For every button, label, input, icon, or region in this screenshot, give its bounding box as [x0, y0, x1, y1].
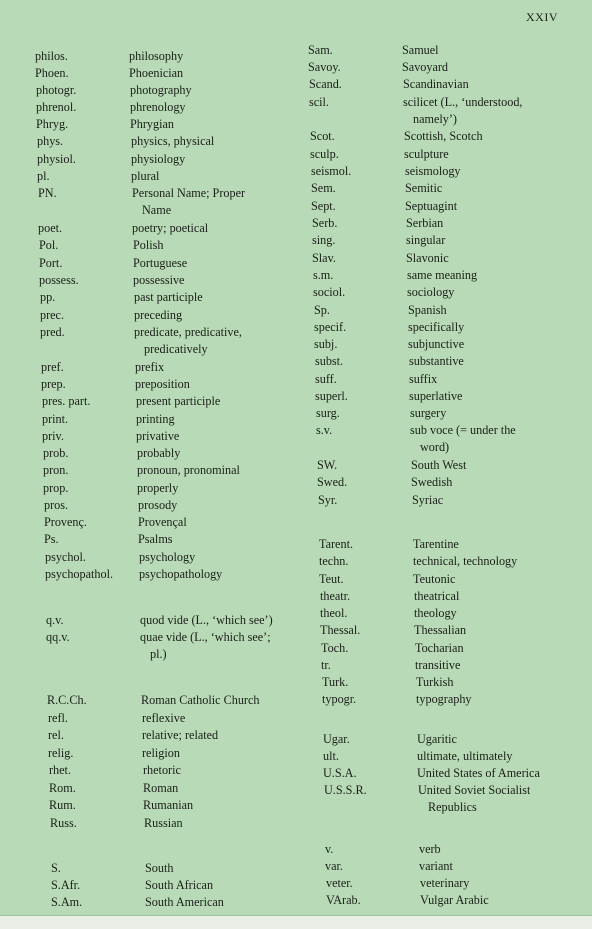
abbreviation: S.Afr.	[51, 878, 81, 892]
abbreviation: SW.	[317, 458, 338, 472]
abbreviation: VArab.	[326, 893, 361, 907]
abbreviation-meaning	[132, 185, 245, 218]
abbreviation: rhet.	[49, 763, 71, 777]
meaning-line: possessive	[133, 273, 185, 287]
abbreviation: psychol.	[45, 550, 86, 564]
meaning-line: Tarentine	[413, 537, 459, 551]
abbreviation-meaning	[406, 232, 445, 249]
abbreviation: prec.	[40, 308, 65, 322]
abbreviation-meaning	[136, 411, 175, 428]
abbreviation-meaning	[134, 289, 203, 306]
meaning-line: variant	[419, 859, 453, 873]
meaning-line: rhetoric	[143, 763, 181, 777]
meaning-line: Polish	[133, 238, 164, 252]
meaning-line: Portuguese	[133, 256, 188, 270]
abbreviation: Serb.	[312, 216, 338, 230]
abbreviation: sociol.	[313, 285, 346, 299]
abbreviation-meaning	[405, 163, 461, 180]
meaning-line: Tocharian	[415, 641, 464, 655]
abbreviation-meaning	[130, 82, 192, 99]
meaning-line: Rumanian	[143, 798, 194, 812]
abbreviation: pp.	[40, 290, 56, 304]
meaning-continuation: Republics	[428, 799, 477, 814]
abbreviation-meaning	[409, 371, 437, 388]
abbreviation-meaning	[142, 745, 180, 762]
abbreviation: Thessal.	[320, 623, 361, 637]
abbreviation: typogr.	[322, 692, 357, 706]
abbreviation-meaning	[134, 324, 242, 357]
abbreviation: pl.	[37, 169, 50, 183]
abbreviation-meaning	[143, 797, 193, 814]
meaning-line: Phoenician	[129, 66, 184, 80]
meaning-line: Semitic	[405, 181, 443, 195]
abbreviation-meaning	[138, 497, 177, 514]
meaning-line: philosophy	[129, 49, 184, 63]
abbreviation: Sp.	[314, 303, 330, 317]
meaning-line: Septuagint	[405, 199, 458, 213]
meaning-line: Thessalian	[414, 623, 467, 637]
abbreviation: Teut.	[319, 572, 344, 586]
abbreviation-meaning	[403, 94, 522, 127]
abbreviation: specif.	[314, 320, 347, 334]
meaning-line: Swedish	[411, 475, 453, 489]
abbreviation-meaning	[134, 307, 182, 324]
abbreviation: Sept.	[311, 199, 336, 213]
abbreviation-meaning	[145, 894, 224, 911]
abbreviation: v.	[325, 842, 334, 856]
meaning-line: South African	[145, 878, 214, 892]
meaning-line: Syriac	[412, 493, 444, 507]
abbreviation-meaning	[406, 250, 449, 267]
abbreviation: Ugar.	[323, 732, 350, 746]
abbreviation-meaning	[413, 536, 459, 553]
meaning-line: sociology	[407, 285, 455, 299]
meaning-line: Slavonic	[406, 251, 449, 265]
meaning-line: properly	[137, 481, 179, 495]
abbreviation: subj.	[314, 337, 338, 351]
abbreviation-meaning	[419, 858, 453, 875]
meaning-line: South American	[145, 895, 224, 909]
abbreviation: pron.	[43, 463, 69, 477]
meaning-line: physiology	[131, 152, 186, 166]
meaning-line: quae vide (L., ‘which see’;	[140, 630, 271, 644]
abbreviation: superl.	[315, 389, 348, 403]
abbreviation-meaning	[145, 860, 173, 877]
abbreviation-meaning	[408, 319, 464, 336]
abbreviation-meaning	[409, 388, 462, 405]
abbreviation: prob.	[43, 446, 69, 460]
meaning-line: specifically	[408, 320, 465, 334]
abbreviation-meaning	[129, 65, 183, 82]
abbreviation-meaning	[133, 237, 163, 254]
meaning-line: Scandinavian	[403, 77, 469, 91]
meaning-line: United Soviet Socialist	[418, 783, 531, 797]
meaning-line: prosody	[138, 498, 178, 512]
abbreviation-meaning	[136, 393, 220, 410]
abbreviation-meaning	[131, 151, 185, 168]
abbreviation: R.C.Ch.	[47, 693, 87, 707]
abbreviation: veter.	[326, 876, 353, 890]
abbreviation-meaning	[417, 748, 512, 765]
abbreviation: sculp.	[310, 147, 339, 161]
abbreviation-meaning	[405, 180, 442, 197]
abbreviation: s.m.	[313, 268, 334, 282]
meaning-line: predicate, predicative,	[134, 325, 242, 339]
abbreviation: Toch.	[321, 641, 349, 655]
abbreviation-meaning	[416, 674, 454, 691]
meaning-line: photography	[130, 83, 192, 97]
abbreviation-meaning	[404, 146, 449, 163]
abbreviation: relig.	[48, 746, 74, 760]
page-number: XXIV	[526, 10, 558, 24]
meaning-continuation: predicatively	[144, 341, 208, 356]
abbreviation-meaning	[417, 731, 457, 748]
abbreviation-meaning	[130, 99, 186, 116]
meaning-line: Roman Catholic Church	[141, 693, 260, 707]
meaning-line: printing	[136, 412, 175, 426]
abbreviation-meaning	[141, 692, 259, 709]
abbreviation: prop.	[43, 481, 69, 495]
meaning-line: South West	[411, 458, 467, 472]
meaning-line: Savoyard	[402, 60, 449, 74]
abbreviation: Turk.	[322, 675, 349, 689]
abbreviation-meaning	[402, 42, 439, 59]
abbreviation: rel.	[48, 728, 64, 742]
meaning-line: religion	[142, 746, 180, 760]
meaning-line: plural	[131, 169, 160, 183]
abbreviation: Pol.	[39, 238, 59, 252]
abbreviation-meaning	[137, 462, 240, 479]
meaning-line: Roman	[143, 781, 179, 795]
meaning-line: sculpture	[404, 147, 449, 161]
abbreviation-meaning	[419, 841, 441, 858]
abbreviation: S.	[51, 861, 61, 875]
abbreviation: U.S.A.	[323, 766, 357, 780]
abbreviation: physiol.	[37, 152, 76, 166]
abbreviation-meaning	[136, 428, 179, 445]
meaning-continuation: namely’)	[413, 111, 457, 126]
meaning-line: Vulgar Arabic	[420, 893, 489, 907]
abbreviation-meaning	[130, 116, 174, 133]
abbreviation-meaning	[415, 640, 464, 657]
abbreviation-meaning	[410, 422, 516, 455]
meaning-line: Provençal	[138, 515, 187, 529]
abbreviation: Swed.	[317, 475, 348, 489]
meaning-line: preceding	[134, 308, 183, 322]
meaning-line: Russian	[144, 816, 183, 830]
abbreviation-meaning	[131, 168, 159, 185]
abbreviation: theatr.	[320, 589, 351, 603]
abbreviation-meaning	[414, 622, 466, 639]
abbreviation-meaning	[131, 133, 214, 150]
meaning-line: Teutonic	[413, 572, 456, 586]
abbreviation: q.v.	[46, 613, 64, 627]
abbreviation-meaning	[138, 531, 173, 548]
abbreviation-meaning	[420, 875, 469, 892]
abbreviation: psychopathol.	[45, 567, 114, 581]
abbreviation: Scot.	[310, 129, 335, 143]
abbreviation: Ps.	[44, 532, 59, 546]
abbreviation: pred.	[40, 325, 65, 339]
meaning-line: Scottish, Scotch	[404, 129, 483, 143]
abbreviation-meaning	[411, 457, 466, 474]
abbreviation-meaning	[142, 727, 218, 744]
meaning-line: Psalms	[138, 532, 173, 546]
abbreviation: prep.	[41, 377, 66, 391]
abbreviation: print.	[42, 412, 69, 426]
meaning-continuation: Name	[142, 202, 172, 217]
abbreviation-meaning	[140, 612, 273, 629]
abbreviation: subst.	[315, 354, 344, 368]
abbreviation-meaning	[413, 571, 455, 588]
meaning-line: scilicet (L., ‘understood,	[403, 95, 523, 109]
abbreviation: possess.	[39, 273, 79, 287]
abbreviation: qq.v.	[46, 630, 70, 644]
abbreviation-meaning	[143, 780, 178, 797]
abbreviation-meaning	[414, 588, 459, 605]
abbreviation-meaning	[135, 359, 164, 376]
abbreviation-meaning	[402, 59, 448, 76]
meaning-line: Spanish	[408, 303, 447, 317]
abbreviation-meaning	[129, 48, 183, 65]
abbreviation-meaning	[139, 549, 195, 566]
abbreviation: phys.	[37, 134, 64, 148]
meaning-line: verb	[419, 842, 441, 856]
abbreviation: theol.	[320, 606, 348, 620]
abbreviation: refl.	[48, 711, 68, 725]
meaning-line: singular	[406, 233, 446, 247]
abbreviation: priv.	[42, 429, 64, 443]
meaning-line: South	[145, 861, 174, 875]
abbreviation-meaning	[414, 605, 457, 622]
abbreviation: Rom.	[49, 781, 76, 795]
abbreviation-meaning	[132, 220, 208, 237]
abbreviation: Port.	[39, 256, 63, 270]
abbreviation: scil.	[309, 95, 329, 109]
abbreviation-meaning	[140, 629, 271, 662]
abbreviation-meaning	[403, 76, 469, 93]
meaning-line: psychology	[139, 550, 196, 564]
meaning-line: technical, technology	[413, 554, 518, 568]
abbreviation-meaning	[407, 284, 454, 301]
meaning-line: Samuel	[402, 43, 439, 57]
abbreviation: Sam.	[308, 43, 333, 57]
meaning-line: United States of America	[417, 766, 540, 780]
abbreviation: Slav.	[312, 251, 336, 265]
abbreviation-meaning	[413, 553, 517, 570]
abbreviation-meaning	[137, 445, 180, 462]
abbreviation: tr.	[321, 658, 331, 672]
meaning-line: quod vide (L., ‘which see’)	[140, 613, 273, 627]
abbreviation: surg.	[316, 406, 340, 420]
meaning-line: privative	[136, 429, 180, 443]
bottom-bar	[0, 915, 592, 929]
meaning-line: past participle	[134, 290, 203, 304]
abbreviation-meaning	[417, 765, 540, 782]
meaning-line: Serbian	[406, 216, 444, 230]
abbreviation-meaning	[139, 566, 222, 583]
abbreviation: pref.	[41, 360, 64, 374]
abbreviation-meaning	[405, 198, 457, 215]
abbreviation-meaning	[411, 474, 452, 491]
meaning-continuation: pl.)	[150, 646, 167, 661]
abbreviation: U.S.S.R.	[324, 783, 367, 797]
abbreviation-meaning	[416, 691, 472, 708]
abbreviation: Scand.	[309, 77, 342, 91]
meaning-line: poetry; poetical	[132, 221, 209, 235]
meaning-line: probably	[137, 446, 181, 460]
meaning-line: surgery	[410, 406, 447, 420]
abbreviation-meaning	[407, 267, 477, 284]
abbreviation-meaning	[144, 815, 183, 832]
meaning-line: transitive	[415, 658, 461, 672]
meaning-line: theatrical	[414, 589, 460, 603]
meaning-line: phrenology	[130, 100, 186, 114]
abbreviation: Provenç.	[44, 515, 87, 529]
abbreviation: sing.	[312, 233, 336, 247]
abbreviation: Phryg.	[36, 117, 69, 131]
abbreviation: philos.	[35, 49, 68, 63]
abbreviation-meaning	[408, 302, 447, 319]
abbreviation-meaning	[418, 782, 530, 815]
abbreviation-meaning	[408, 336, 464, 353]
meaning-line: pronoun, pronominal	[137, 463, 240, 477]
abbreviation-meaning	[138, 514, 187, 531]
abbreviation-meaning	[133, 272, 184, 289]
meaning-line: prefix	[135, 360, 165, 374]
meaning-line: subjunctive	[408, 337, 465, 351]
abbreviation: seismol.	[311, 164, 352, 178]
abbreviation-meaning	[137, 480, 178, 497]
abbreviation-meaning	[415, 657, 460, 674]
abbreviation: pres. part.	[42, 394, 91, 408]
abbreviation-meaning	[142, 710, 185, 727]
abbreviation-meaning	[145, 877, 213, 894]
meaning-line: physics, physical	[131, 134, 215, 148]
abbreviation-meaning	[409, 353, 464, 370]
meaning-line: reflexive	[142, 711, 186, 725]
abbreviation: photogr.	[36, 83, 77, 97]
meaning-line: Personal Name; Proper	[132, 186, 246, 200]
abbreviation: poet.	[38, 221, 63, 235]
abbreviation-meaning	[133, 255, 187, 272]
meaning-line: sub voce (= under the	[410, 423, 516, 437]
meaning-line: ultimate, ultimately	[417, 749, 513, 763]
meaning-line: superlative	[409, 389, 463, 403]
meaning-line: Phrygian	[130, 117, 175, 131]
meaning-line: preposition	[135, 377, 190, 391]
abbreviation-meaning	[406, 215, 443, 232]
abbreviation: Savoy.	[308, 60, 341, 74]
abbreviation: phrenol.	[36, 100, 77, 114]
abbreviation: Sem.	[311, 181, 336, 195]
meaning-line: present participle	[136, 394, 221, 408]
abbreviation: techn.	[319, 554, 349, 568]
meaning-line: theology	[414, 606, 457, 620]
meaning-line: Turkish	[416, 675, 454, 689]
abbreviation: Syr.	[318, 493, 338, 507]
meaning-line: relative; related	[142, 728, 219, 742]
meaning-line: seismology	[405, 164, 461, 178]
abbreviation: PN.	[38, 186, 57, 200]
abbreviation: Russ.	[50, 816, 77, 830]
abbreviation-meaning	[135, 376, 190, 393]
abbreviation: var.	[325, 859, 343, 873]
meaning-line: typography	[416, 692, 472, 706]
meaning-line: same meaning	[407, 268, 478, 282]
abbreviation: Tarent.	[319, 537, 353, 551]
abbreviation-meaning	[420, 892, 489, 909]
meaning-line: veterinary	[420, 876, 470, 890]
meaning-line: psychopathology	[139, 567, 223, 581]
abbreviation: Rum.	[49, 798, 76, 812]
abbreviation-meaning	[404, 128, 483, 145]
meaning-line: Ugaritic	[417, 732, 457, 746]
abbreviation-meaning	[143, 762, 181, 779]
abbreviation: Phoen.	[35, 66, 69, 80]
abbreviation-meaning	[412, 492, 443, 509]
abbreviation: ult.	[323, 749, 339, 763]
abbreviation: suff.	[315, 372, 337, 386]
abbreviation-meaning	[410, 405, 446, 422]
abbreviation: s.v.	[316, 423, 333, 437]
meaning-line: substantive	[409, 354, 464, 368]
meaning-continuation: word)	[420, 439, 450, 454]
meaning-line: suffix	[409, 372, 438, 386]
abbreviation: S.Am.	[51, 895, 83, 909]
abbreviation: pros.	[44, 498, 69, 512]
